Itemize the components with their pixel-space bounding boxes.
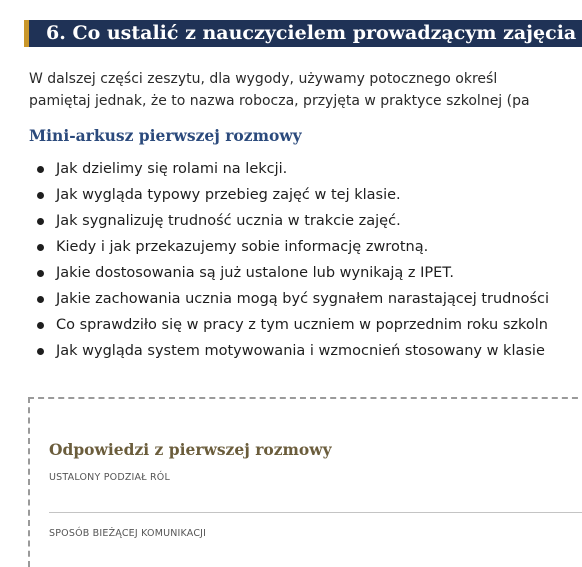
list-item bbox=[0, 208, 582, 234]
list-item-text: Jak wygląda system motywowania i wzmocnień stosowany w klasie bbox=[56, 343, 545, 359]
list-item-text: Kiedy i jak przekazujemy sobie informację zwrotną. bbox=[56, 239, 429, 255]
list-item-text: Jakie dostosowania są już ustalone lub wynikają z IPET. bbox=[56, 265, 454, 281]
question-list bbox=[0, 156, 582, 364]
bullet-icon bbox=[37, 166, 44, 173]
answer-box bbox=[28, 397, 582, 567]
intro-line: pamiętaj jednak, że to nazwa robocza, przyjęta w praktyce szkolnej (pa bbox=[29, 93, 530, 109]
answer-box-title: Odpowiedzi z pierwszej rozmowy bbox=[49, 440, 332, 459]
list-item bbox=[0, 286, 582, 312]
list-item-text: Jak sygnalizuję trudność ucznia w trakcie zajęć. bbox=[56, 213, 401, 229]
section-title: 6. Co ustalić z nauczycielem prowadzącym zajęcia bbox=[46, 22, 577, 44]
list-item bbox=[0, 338, 582, 364]
list-item bbox=[0, 260, 582, 286]
list-item-text: Jak wygląda typowy przebieg zajęć w tej klasie. bbox=[56, 187, 401, 203]
bullet-icon bbox=[37, 192, 44, 199]
bullet-icon bbox=[37, 244, 44, 251]
bullet-icon bbox=[37, 348, 44, 355]
bullet-icon bbox=[37, 270, 44, 277]
roles-answer-line[interactable] bbox=[49, 512, 582, 513]
section-header bbox=[24, 20, 582, 47]
mini-sheet-title: Mini-arkusz pierwszej rozmowy bbox=[29, 126, 302, 145]
list-item-text: Jak dzielimy się rolami na lekcji. bbox=[56, 161, 288, 177]
field-label-roles: USTALONY PODZIAŁ RÓL bbox=[49, 472, 170, 483]
list-item bbox=[0, 156, 582, 182]
bullet-icon bbox=[37, 322, 44, 329]
list-item-text: Jakie zachowania ucznia mogą być sygnałem narastającej trudności bbox=[56, 291, 549, 307]
field-label-communication: SPOSÓB BIEŻĄCEJ KOMUNIKACJI bbox=[49, 528, 207, 539]
list-item bbox=[0, 182, 582, 208]
list-item bbox=[0, 312, 582, 338]
list-item-text: Co sprawdziło się w pracy z tym uczniem w poprzednim roku szkoln bbox=[56, 317, 548, 333]
intro-line: W dalszej części zeszytu, dla wygody, używamy potocznego określ bbox=[29, 71, 498, 87]
list-item bbox=[0, 234, 582, 260]
bullet-icon bbox=[37, 296, 44, 303]
intro-paragraph bbox=[29, 68, 582, 112]
bullet-icon bbox=[37, 218, 44, 225]
